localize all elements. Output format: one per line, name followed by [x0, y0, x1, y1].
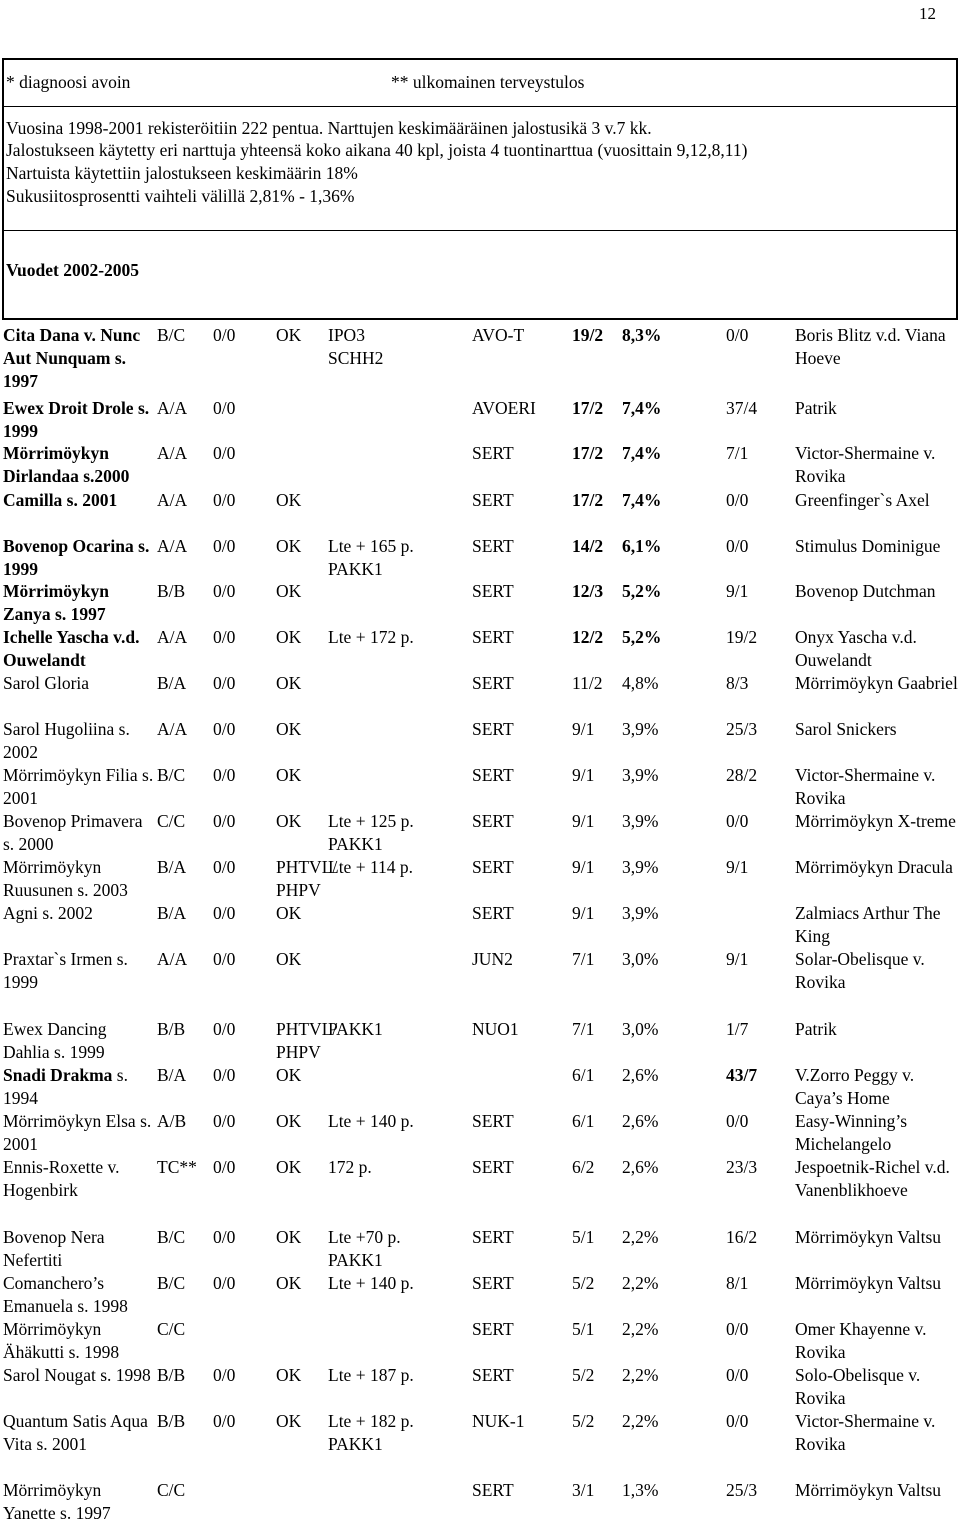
dam-name: Ennis-Roxette v. Hogenbirk — [3, 1157, 120, 1200]
cell-sire: Solar-Obelisque v. Rovika — [795, 949, 925, 992]
cell-hips: A/A — [157, 490, 188, 510]
cell-eyes: OK — [276, 949, 302, 969]
cell-elbows: 0/0 — [213, 1227, 236, 1247]
cell-eyes: OK — [276, 765, 302, 785]
cell-litters: 12/3 — [572, 581, 604, 601]
dam-name: Mörrimöykyn Yanette s. 1997 — [3, 1480, 111, 1523]
cell-result: SERT — [472, 1480, 514, 1500]
cell-hips: B/B — [157, 1365, 186, 1385]
period-title: Vuodet 2002-2005 — [6, 260, 140, 280]
cell-pct: 3,9% — [622, 765, 659, 785]
cell-eyes: OK — [276, 581, 302, 601]
dam-name: Praxtar`s Irmen s. 1999 — [3, 949, 128, 992]
cell-result: SERT — [472, 765, 514, 785]
cell-pct: 8,3% — [622, 325, 662, 345]
cell-sire: Victor-Shermaine v. Rovika — [795, 443, 936, 486]
dam-name: Cita Dana v. Nunc Aut Nunquam s. 1997 — [3, 325, 141, 391]
cell-eyes: OK — [276, 903, 302, 923]
cell-pct: 7,4% — [622, 443, 662, 463]
cell-eyes: OK — [276, 1411, 302, 1431]
dam-name: Bovenop Primavera s. 2000 — [3, 811, 143, 854]
cell-sire: Victor-Shermaine v. Rovika — [795, 765, 936, 808]
cell-result: SERT — [472, 1227, 514, 1247]
cell-eyes: OK — [276, 1273, 302, 1293]
cell-eyes: OK — [276, 719, 302, 739]
cell-x: 9/1 — [726, 581, 749, 601]
cell-litters: 17/2 — [572, 490, 604, 510]
dam-name: Mörrimöykyn Ruusunen s. 2003 — [3, 857, 128, 900]
cell-pct: 7,4% — [622, 398, 662, 418]
cell-litters: 17/2 — [572, 398, 604, 418]
cell-hips: B/C — [157, 1227, 186, 1247]
cell-litters: 6/1 — [572, 1065, 595, 1085]
cell-sire: Zalmiacs Arthur The King — [795, 903, 941, 946]
cell-x: 7/1 — [726, 443, 749, 463]
cell-other: Lte + 182 p. PAKK1 — [328, 1411, 414, 1454]
cell-sire: Mörrimöykyn Valtsu — [795, 1227, 941, 1247]
cell-other: Lte + 125 p. PAKK1 — [328, 811, 414, 854]
cell-litters: 6/1 — [572, 1111, 595, 1131]
cell-sire: Patrik — [795, 1019, 837, 1039]
cell-sire: Stimulus Dominigue — [795, 536, 941, 556]
cell-hips: TC** — [157, 1157, 197, 1177]
dam-name: Mörrimöykyn Dirlandaa s.2000 — [3, 443, 130, 486]
cell-result: SERT — [472, 1319, 514, 1339]
cell-elbows: 0/0 — [213, 811, 236, 831]
cell-result: AVO-T — [472, 325, 525, 345]
cell-hips: A/B — [157, 1111, 187, 1131]
header-divider — [4, 106, 956, 107]
cell-hips: B/A — [157, 903, 187, 923]
cell-eyes: OK — [276, 536, 302, 556]
cell-result: NUK-1 — [472, 1411, 525, 1431]
cell-pct: 3,0% — [622, 1019, 659, 1039]
dam-name: Bovenop Nera Nefertiti — [3, 1227, 105, 1270]
cell-pct: 1,3% — [622, 1480, 659, 1500]
header-box — [2, 58, 958, 320]
cell-x: 9/1 — [726, 949, 749, 969]
cell-hips: B/A — [157, 1065, 187, 1085]
cell-hips: B/C — [157, 765, 186, 785]
cell-sire: Mörrimöykyn Valtsu — [795, 1480, 941, 1500]
cell-pct: 5,2% — [622, 627, 662, 647]
cell-x: 0/0 — [726, 811, 749, 831]
cell-elbows: 0/0 — [213, 627, 236, 647]
cell-elbows: 0/0 — [213, 443, 236, 463]
cell-litters: 9/1 — [572, 765, 595, 785]
cell-other: Lte + 140 p. — [328, 1111, 414, 1131]
cell-x: 37/4 — [726, 398, 758, 418]
cell-pct: 2,6% — [622, 1065, 659, 1085]
cell-sire: Omer Khayenne v. Rovika — [795, 1319, 927, 1362]
cell-other: PAKK1 — [328, 1019, 383, 1039]
cell-pct: 7,4% — [622, 490, 662, 510]
cell-hips: C/C — [157, 1319, 186, 1339]
cell-eyes: OK — [276, 627, 302, 647]
cell-litters: 17/2 — [572, 443, 604, 463]
cell-x: 0/0 — [726, 325, 749, 345]
cell-eyes: OK — [276, 1157, 302, 1177]
cell-hips: A/A — [157, 719, 188, 739]
cell-hips: B/C — [157, 1273, 186, 1293]
dam-name: Snadi Drakma s. 1994 — [3, 1065, 128, 1108]
cell-result: NUO1 — [472, 1019, 519, 1039]
cell-litters: 7/1 — [572, 949, 595, 969]
cell-other: Lte +70 p. PAKK1 — [328, 1227, 401, 1270]
cell-pct: 2,2% — [622, 1319, 659, 1339]
cell-sire: Solo-Obelisque v. Rovika — [795, 1365, 921, 1408]
cell-eyes: OK — [276, 1227, 302, 1247]
cell-result: SERT — [472, 581, 514, 601]
cell-pct: 2,2% — [622, 1227, 659, 1247]
cell-result: SERT — [472, 1273, 514, 1293]
cell-elbows: 0/0 — [213, 949, 236, 969]
cell-other: Lte + 140 p. — [328, 1273, 414, 1293]
cell-elbows: 0/0 — [213, 490, 236, 510]
cell-sire: Mörrimöykyn Valtsu — [795, 1273, 941, 1293]
cell-pct: 3,9% — [622, 811, 659, 831]
cell-litters: 5/1 — [572, 1319, 595, 1339]
cell-result: SERT — [472, 1111, 514, 1131]
cell-sire: V.Zorro Peggy v. Caya’s Home — [795, 1065, 915, 1108]
cell-litters: 6/2 — [572, 1157, 595, 1177]
cell-eyes: OK — [276, 673, 302, 693]
cell-elbows: 0/0 — [213, 581, 236, 601]
cell-litters: 19/2 — [572, 325, 604, 345]
stats-line-1: Vuosina 1998-2001 rekisteröitiin 222 pentua. Narttujen keskimääräinen jalostusikä 3 v.7 kk. — [6, 118, 652, 138]
cell-x: 25/3 — [726, 719, 758, 739]
dam-name: Mörrimöykyn Filia s. 2001 — [3, 765, 154, 808]
cell-litters: 5/1 — [572, 1227, 595, 1247]
cell-hips: A/A — [157, 949, 188, 969]
cell-result: SERT — [472, 811, 514, 831]
cell-elbows: 0/0 — [213, 903, 236, 923]
cell-sire: Patrik — [795, 398, 837, 418]
cell-hips: B/A — [157, 673, 187, 693]
cell-x: 0/0 — [726, 1411, 749, 1431]
cell-elbows: 0/0 — [213, 325, 236, 345]
cell-result: SERT — [472, 857, 514, 877]
cell-litters: 9/1 — [572, 857, 595, 877]
cell-eyes: OK — [276, 325, 302, 345]
cell-other: Lte + 172 p. — [328, 627, 414, 647]
dam-name: Ewex Dancing Dahlia s. 1999 — [3, 1019, 107, 1062]
cell-x: 28/2 — [726, 765, 758, 785]
cell-eyes: OK — [276, 1065, 302, 1085]
cell-pct: 3,9% — [622, 903, 659, 923]
cell-result: SERT — [472, 719, 514, 739]
cell-elbows: 0/0 — [213, 536, 236, 556]
cell-eyes: PHTVL/ PHPV — [276, 857, 338, 900]
cell-pct: 2,6% — [622, 1111, 659, 1131]
dam-name: Comanchero’s Emanuela s. 1998 — [3, 1273, 128, 1316]
cell-elbows: 0/0 — [213, 857, 236, 877]
cell-x: 25/3 — [726, 1480, 758, 1500]
cell-elbows: 0/0 — [213, 1411, 236, 1431]
cell-elbows: 0/0 — [213, 1065, 236, 1085]
dam-name: Sarol Hugoliina s. 2002 — [3, 719, 130, 762]
stats-line-3: Nartuista käytettiin jalostukseen keskimäärin 18% — [6, 163, 358, 183]
dam-name: Bovenop Ocarina s. 1999 — [3, 536, 150, 579]
cell-pct: 3,9% — [622, 857, 659, 877]
cell-eyes: OK — [276, 811, 302, 831]
cell-x: 0/0 — [726, 1319, 749, 1339]
cell-eyes: OK — [276, 1111, 302, 1131]
note-diagnosis-open: * diagnoosi avoin — [6, 72, 131, 92]
cell-result: SERT — [472, 536, 514, 556]
cell-x: 23/3 — [726, 1157, 758, 1177]
cell-litters: 12/2 — [572, 627, 604, 647]
cell-elbows: 0/0 — [213, 398, 236, 418]
cell-x: 0/0 — [726, 490, 749, 510]
cell-sire: Boris Blitz v.d. Viana Hoeve — [795, 325, 946, 368]
dam-name: Ichelle Yascha v.d. Ouwelandt — [3, 627, 140, 670]
cell-elbows: 0/0 — [213, 1365, 236, 1385]
cell-result: SERT — [472, 903, 514, 923]
cell-litters: 7/1 — [572, 1019, 595, 1039]
cell-eyes: OK — [276, 1365, 302, 1385]
dam-name: Ewex Droit Drole s. 1999 — [3, 398, 150, 441]
note-foreign-health: ** ulkomainen terveystulos — [391, 72, 585, 92]
cell-litters: 11/2 — [572, 673, 603, 693]
cell-hips: A/A — [157, 627, 188, 647]
stats-line-4: Sukusiitosprosentti vaihteli välillä 2,81% - 1,36% — [6, 186, 355, 206]
cell-result: SERT — [472, 443, 514, 463]
cell-pct: 2,6% — [622, 1157, 659, 1177]
cell-x: 8/3 — [726, 673, 749, 693]
cell-pct: 2,2% — [622, 1365, 659, 1385]
cell-eyes: PHTVL/ PHPV — [276, 1019, 338, 1062]
cell-x: 8/1 — [726, 1273, 749, 1293]
dam-name: Sarol Gloria — [3, 673, 90, 693]
cell-hips: B/C — [157, 325, 186, 345]
cell-sire: Sarol Snickers — [795, 719, 897, 739]
cell-hips: C/C — [157, 1480, 186, 1500]
cell-hips: B/B — [157, 1411, 186, 1431]
dam-name: Mörrimöykyn Zanya s. 1997 — [3, 581, 109, 624]
cell-pct: 2,2% — [622, 1411, 659, 1431]
cell-result: JUN2 — [472, 949, 513, 969]
cell-elbows: 0/0 — [213, 765, 236, 785]
page-number: 12 — [919, 4, 936, 23]
cell-result: SERT — [472, 1365, 514, 1385]
cell-pct: 3,9% — [622, 719, 659, 739]
cell-eyes: OK — [276, 490, 302, 510]
cell-other: Lte + 114 p. — [328, 857, 414, 877]
cell-other: IPO3 SCHH2 — [328, 325, 384, 368]
cell-elbows: 0/0 — [213, 673, 236, 693]
dam-name: Quantum Satis Aqua Vita s. 2001 — [3, 1411, 148, 1454]
cell-sire: Mörrimöykyn Gaabriel — [795, 673, 958, 693]
period-divider — [4, 230, 956, 231]
cell-litters: 5/2 — [572, 1411, 595, 1431]
cell-result: SERT — [472, 1157, 514, 1177]
cell-x: 43/7 — [726, 1065, 758, 1085]
cell-hips: A/A — [157, 398, 188, 418]
cell-other: 172 p. — [328, 1157, 372, 1177]
stats-line-2: Jalostukseen käytetty eri narttuja yhteensä koko aikana 40 kpl, joista 4 tuontinarttua (vuosittain 9,12,8,11) — [6, 140, 748, 160]
cell-x: 1/7 — [726, 1019, 749, 1039]
cell-sire: Victor-Shermaine v. Rovika — [795, 1411, 936, 1454]
cell-elbows: 0/0 — [213, 1019, 236, 1039]
cell-elbows: 0/0 — [213, 1273, 236, 1293]
cell-litters: 9/1 — [572, 719, 595, 739]
cell-result: AVOERI — [472, 398, 536, 418]
cell-pct: 5,2% — [622, 581, 662, 601]
cell-x: 0/0 — [726, 1365, 749, 1385]
cell-x: 16/2 — [726, 1227, 758, 1247]
cell-hips: A/A — [157, 443, 188, 463]
cell-litters: 9/1 — [572, 811, 595, 831]
cell-pct: 3,0% — [622, 949, 659, 969]
cell-sire: Greenfinger`s Axel — [795, 490, 930, 510]
dam-name: Mörrimöykyn Elsa s. 2001 — [3, 1111, 152, 1154]
cell-litters: 14/2 — [572, 536, 604, 556]
cell-hips: B/A — [157, 857, 187, 877]
cell-litters: 3/1 — [572, 1480, 595, 1500]
cell-hips: C/C — [157, 811, 186, 831]
cell-x: 9/1 — [726, 857, 749, 877]
cell-elbows: 0/0 — [213, 719, 236, 739]
cell-litters: 9/1 — [572, 903, 595, 923]
cell-hips: A/A — [157, 536, 188, 556]
cell-litters: 5/2 — [572, 1365, 595, 1385]
cell-result: SERT — [472, 490, 514, 510]
cell-x: 0/0 — [726, 536, 749, 556]
cell-pct: 6,1% — [622, 536, 662, 556]
cell-sire: Onyx Yascha v.d. Ouwelandt — [795, 627, 917, 670]
cell-x: 0/0 — [726, 1111, 749, 1131]
dam-name: Camilla s. 2001 — [3, 490, 118, 510]
dam-name: Sarol Nougat s. 1998 — [3, 1365, 151, 1385]
cell-litters: 5/2 — [572, 1273, 595, 1293]
cell-result: SERT — [472, 673, 514, 693]
cell-other: Lte + 187 p. — [328, 1365, 414, 1385]
cell-sire: Mörrimöykyn X-treme — [795, 811, 956, 831]
cell-hips: B/B — [157, 581, 186, 601]
dam-name: Mörrimöykyn Ähäkutti s. 1998 — [3, 1319, 120, 1362]
cell-other: Lte + 165 p. PAKK1 — [328, 536, 414, 579]
dam-name: Agni s. 2002 — [3, 903, 93, 923]
cell-pct: 4,8% — [622, 673, 659, 693]
cell-result: SERT — [472, 627, 514, 647]
cell-sire: Easy-Winning’s Michelangelo — [795, 1111, 908, 1154]
cell-elbows: 0/0 — [213, 1157, 236, 1177]
cell-sire: Mörrimöykyn Dracula — [795, 857, 953, 877]
cell-pct: 2,2% — [622, 1273, 659, 1293]
cell-elbows: 0/0 — [213, 1111, 236, 1131]
cell-sire: Jespoetnik-Richel v.d. Vanenblikhoeve — [795, 1157, 950, 1200]
cell-sire: Bovenop Dutchman — [795, 581, 936, 601]
cell-x: 19/2 — [726, 627, 758, 647]
cell-hips: B/B — [157, 1019, 186, 1039]
